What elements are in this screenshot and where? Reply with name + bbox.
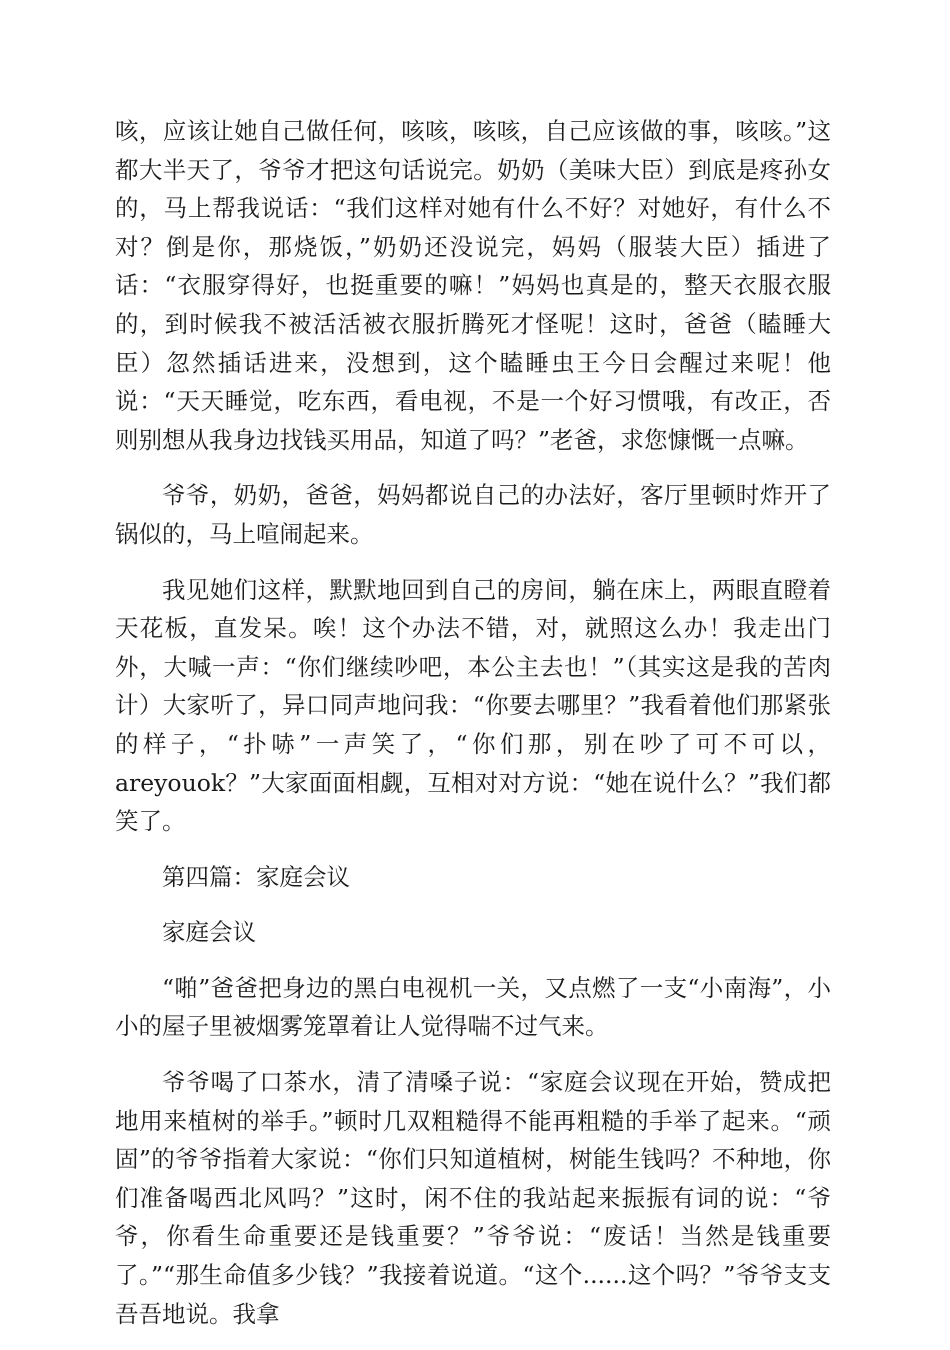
chapter-subtitle: 家庭会议 [162,918,256,947]
paragraph-princess-plan: 我见她们这样，默默地回到自己的房间，躺在床上，两眼直瞪着天花板，直发呆。唉！这个办法不错，对，就照这么办！我走出门外，大喊一声：“你们继续吵吧，本公主去也！”（其实这是我的苦肉计）大家听了，异口同声地问我：“你要去哪里？”我看着他们那紧张的样子，“扑哧”一声笑了，“你们那，别在吵了可不可以，areyouok？”大家面面相觑，互相对对方说：“她在说什么？”我们都笑了。 [115,575,831,836]
paragraph-continued-dialogue: 咳，应该让她自己做任何，咳咳，咳咳，自己应该做的事，咳咳。”这都大半天了，爷爷才把这句话说完。奶奶（美味大臣）到底是疼孙女的，马上帮我说话：“我们这样对她有什么不好？对她好，有什么不对？倒是你，那烧饭，”奶奶还没说完，妈妈（服装大臣）插进了话：“衣服穿得好，也挺重要的嘛！”妈妈也真是的，整天衣服衣服的，到时候我不被活活被衣服折腾死才怪呢！这时，爸爸（瞌睡大臣）忽然插话进来，没想到，这个瞌睡虫王今日会醒过来呢！他说：“天天睡觉，吃东西，看电视，不是一个好习惯哦，有改正，否则别想从我身边找钱买用品，知道了吗？”老爸，求您慷慨一点嘛。 [115,117,831,454]
document-page [115,112,831,1350]
paragraph-tv-off: “啪”爸爸把身边的黑白电视机一关，又点燃了一支“小南海”，小小的屋子里被烟雾笼罩着让人觉得喘不过气来。 [115,973,831,1041]
paragraph-family-argument: 爷爷，奶奶，爸爸，妈妈都说自己的办法好，客厅里顿时炸开了锅似的，马上喧闹起来。 [115,481,831,548]
paragraph-meeting-starts: 爷爷喝了口茶水，清了清嗓子说：“家庭会议现在开始，赞成把地用来植树的举手。”顿时几双粗糙得不能再粗糙的手举了起来。“顽固”的爷爷指着大家说：“你们只知道植树，树能生钱吗？不种地，你们准备喝西北风吗？”这时，闲不住的我站起来振振有词的说：“爷爷，你看生命重要还是钱重要？”爷爷说：“废话！当然是钱重要了。”“那生命值多少钱？”我接着说道。“这个......这个吗？”爷爷支支吾吾地说。我拿 [115,1068,831,1328]
chapter-title: 第四篇：家庭会议 [162,862,350,891]
